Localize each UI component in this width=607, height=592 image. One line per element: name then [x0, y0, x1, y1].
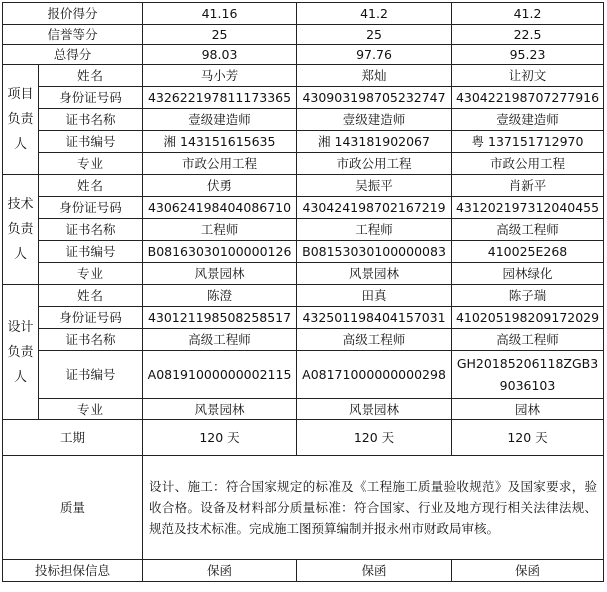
cell-value: 430422198707277916: [452, 87, 604, 109]
row-label: 证书名称: [39, 219, 143, 241]
table-row: [3, 65, 604, 87]
cell-value: 41.2: [452, 3, 604, 25]
table-row: [3, 109, 604, 131]
row-label: 专业: [39, 399, 143, 420]
cell-value: 432501198404157031: [297, 307, 452, 329]
cell-value: 41.16: [143, 3, 297, 25]
cell-value: 保函: [143, 560, 297, 582]
row-label: 证书编号: [39, 131, 143, 153]
cell-value: 田真: [297, 285, 452, 307]
table-row: [3, 241, 604, 263]
cell-value: 25: [143, 25, 297, 45]
row-label: 证书编号: [39, 351, 143, 399]
cell-value: 陈澄: [143, 285, 297, 307]
cell-value: 湘 143151615635: [143, 131, 297, 153]
cell-value: 吴振平: [297, 175, 452, 197]
table-row: [3, 197, 604, 219]
cell-value: 41.2: [297, 3, 452, 25]
cell-value: B08153030100000083: [297, 241, 452, 263]
table-row: [3, 351, 604, 399]
cell-value: 马小芳: [143, 65, 297, 87]
cell-value: 市政公用工程: [452, 153, 604, 175]
cell-value: 市政公用工程: [143, 153, 297, 175]
table-row: [3, 329, 604, 351]
row-label: 身份证号码: [39, 197, 143, 219]
cell-value: 120 天: [143, 420, 297, 456]
row-label: 姓名: [39, 65, 143, 87]
row-label: 专业: [39, 263, 143, 285]
cell-value: 432622197811173365: [143, 87, 297, 109]
cell-value: 风景园林: [143, 263, 297, 285]
row-label: 姓名: [39, 285, 143, 307]
bid-evaluation-table: [2, 2, 604, 582]
cell-value: 壹级建造师: [452, 109, 604, 131]
cell-value: 园林绿化: [452, 263, 604, 285]
cell-value: 430121198508258517: [143, 307, 297, 329]
table-row: [3, 131, 604, 153]
cell-value: GH20185206118ZGB39036103: [452, 351, 604, 399]
cell-value: 410025E268: [452, 241, 604, 263]
section-label-tech-lead: 技术负责人: [3, 175, 39, 285]
cell-value: 粤 137151712970: [452, 131, 604, 153]
cell-value: 410205198209172029: [452, 307, 604, 329]
cell-value: 430903198705232747: [297, 87, 452, 109]
table-row: [3, 307, 604, 329]
row-label-duration: 工期: [3, 420, 143, 456]
row-label: 证书名称: [39, 329, 143, 351]
table-row: [3, 285, 604, 307]
table-row: [3, 219, 604, 241]
table-row: [3, 263, 604, 285]
row-label: 证书编号: [39, 241, 143, 263]
cell-value: 壹级建造师: [297, 109, 452, 131]
row-label: 姓名: [39, 175, 143, 197]
cell-value: 工程师: [297, 219, 452, 241]
cell-value: 壹级建造师: [143, 109, 297, 131]
table-row: [3, 399, 604, 420]
table-row: [3, 25, 604, 45]
cell-value: 湘 143181902067: [297, 131, 452, 153]
row-label: 证书名称: [39, 109, 143, 131]
row-label-quality: 质量: [3, 456, 143, 560]
table-row: [3, 560, 604, 582]
cell-value: 保函: [452, 560, 604, 582]
cell-value: 431202197312040455: [452, 197, 604, 219]
cell-value: 风景园林: [297, 263, 452, 285]
row-label: 专业: [39, 153, 143, 175]
table-row: [3, 420, 604, 456]
table-row: [3, 175, 604, 197]
cell-value: 430624198404086710: [143, 197, 297, 219]
cell-value: 风景园林: [297, 399, 452, 420]
row-label-price-score: 报价得分: [3, 3, 143, 25]
table-row: [3, 3, 604, 25]
cell-value: 98.03: [143, 45, 297, 65]
cell-value: 保函: [297, 560, 452, 582]
cell-value: 高级工程师: [452, 329, 604, 351]
section-label-project-lead: 项目负责人: [3, 65, 39, 175]
cell-value: 市政公用工程: [297, 153, 452, 175]
row-label: 身份证号码: [39, 307, 143, 329]
cell-value: 高级工程师: [297, 329, 452, 351]
cell-value: 22.5: [452, 25, 604, 45]
cell-value: B08163030100000126: [143, 241, 297, 263]
cell-value: 工程师: [143, 219, 297, 241]
table-row: [3, 87, 604, 109]
cell-value: 陈子瑞: [452, 285, 604, 307]
cell-value: 让初文: [452, 65, 604, 87]
cell-value: 97.76: [297, 45, 452, 65]
cell-value: 95.23: [452, 45, 604, 65]
cell-value: A08191000000002115: [143, 351, 297, 399]
cell-value: 园林: [452, 399, 604, 420]
cell-value: 伏勇: [143, 175, 297, 197]
table-row: [3, 45, 604, 65]
cell-value: 430424198702167219: [297, 197, 452, 219]
cell-value: 郑灿: [297, 65, 452, 87]
cell-value: 120 天: [297, 420, 452, 456]
quality-text: 设计、施工：符合国家规定的标准及《工程施工质量验收规范》及国家要求，验收合格。设备及材料部分质量标准：符合国家、行业及地方现行相关法律法规、规范及技术标准。完成施工图预算编制并报永州市财政局审核。: [143, 456, 604, 560]
cell-value: 高级工程师: [452, 219, 604, 241]
cell-value: 120 天: [452, 420, 604, 456]
cell-value: A08171000000000298: [297, 351, 452, 399]
cell-value: 肖新平: [452, 175, 604, 197]
cell-value: 风景园林: [143, 399, 297, 420]
section-label-design-lead: 设计负责人: [3, 285, 39, 420]
row-label-total-score: 总得分: [3, 45, 143, 65]
table-row: [3, 456, 604, 560]
row-label-credit-score: 信誉等分: [3, 25, 143, 45]
cell-value: 25: [297, 25, 452, 45]
table-row: [3, 153, 604, 175]
cell-value: 高级工程师: [143, 329, 297, 351]
row-label: 身份证号码: [39, 87, 143, 109]
row-label-bond: 投标担保信息: [3, 560, 143, 582]
